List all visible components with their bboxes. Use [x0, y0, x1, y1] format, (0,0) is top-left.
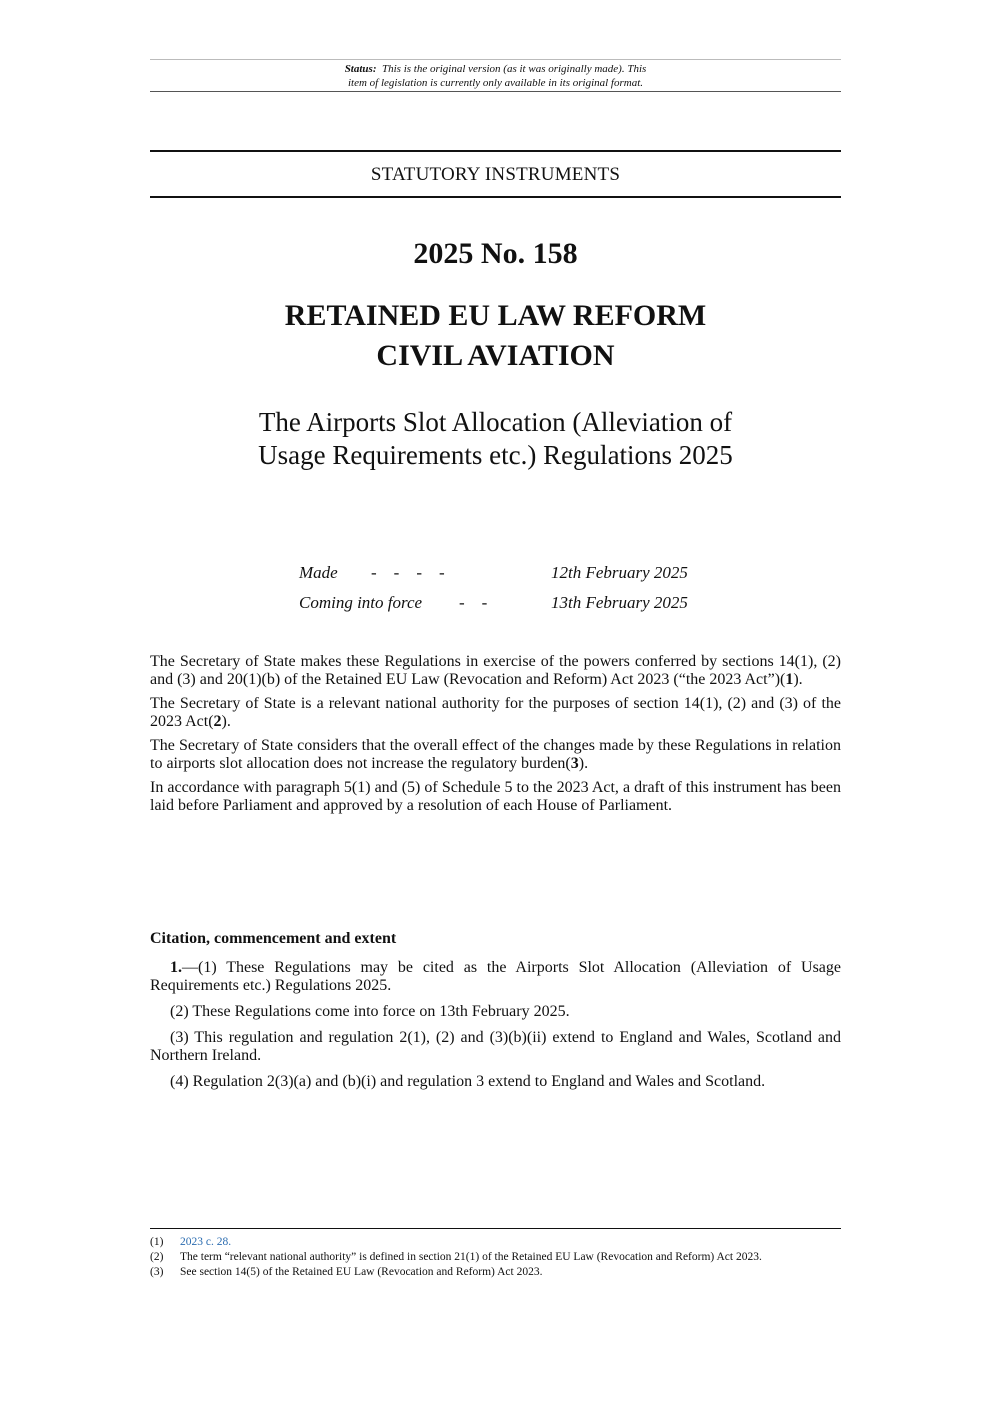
regulation-1-para-2: (2) These Regulations come into force on 13th February 2025.	[170, 1003, 570, 1020]
title-line-2: Usage Requirements etc.) Regulations 2025	[258, 440, 733, 470]
regulation-1	[150, 959, 841, 1099]
footnote-ref-2[interactable]: 2	[213, 713, 222, 730]
regulation-1-para-3: (3) This regulation and regulation 2(1), (2) and (3)(b)(ii) extend to England and Wales, Scotland and Northern Ireland.	[150, 1029, 841, 1064]
footnote-text: The term “relevant national authority” is defined in section 21(1) of the Retained EU Law (Revocation and Reform) Act 2023.	[180, 1251, 762, 1263]
footnote-ref-1[interactable]: 1	[785, 671, 794, 688]
made-label: Made	[299, 563, 338, 582]
instrument-number: 2025 No. 158	[413, 237, 578, 270]
status-line-1	[150, 62, 841, 76]
preamble-text-3: The Secretary of State considers that the overall effect of the changes made by these Regulations in relation to airports slot allocation does not increase the regulatory burden(	[150, 737, 841, 772]
preamble-paragraph-1	[150, 653, 841, 689]
preamble-end-2: ).	[221, 713, 231, 730]
preamble	[150, 653, 841, 821]
preamble-text-2: The Secretary of State is a relevant national authority for the purposes of section 14(1), (2) and (3) of the 2023 Act(	[150, 695, 841, 730]
preamble-end-1: ).	[793, 671, 803, 688]
subject-line-1: RETAINED EU LAW REFORM	[284, 299, 707, 332]
subject-heading	[150, 296, 841, 376]
footnote-link-2023-c28[interactable]: 2023 c. 28.	[180, 1236, 232, 1248]
footnote-2	[150, 1250, 850, 1265]
instrument-title	[150, 406, 841, 472]
status-label: Status:	[344, 63, 377, 75]
preamble-paragraph-4: In accordance with paragraph 5(1) and (5) of Schedule 5 to the 2023 Act, a draft of this instrument has been laid before Parliament and approved by a resolution of each House of Parliament.	[150, 779, 841, 814]
footnote-mark: (2)	[150, 1251, 164, 1263]
status-text-1: This is the original version (as it was originally made). This	[381, 63, 647, 75]
regulation-number: 1.	[170, 959, 182, 976]
series-title: STATUTORY INSTRUMENTS	[150, 150, 841, 198]
section-heading: Citation, commencement and extent	[150, 930, 397, 947]
footnote-text: See section 14(5) of the Retained EU Law (Revocation and Reform) Act 2023.	[180, 1266, 543, 1278]
regulation-1-text-1: —(1) These Regulations may be cited as the Airports Slot Allocation (Alleviation of Usage Requirements etc.) Regulations 2025.	[150, 959, 841, 994]
footnotes	[150, 1235, 850, 1280]
made-row	[299, 561, 719, 591]
preamble-paragraph-3	[150, 737, 841, 773]
footnote-mark: (1)	[150, 1236, 164, 1248]
preamble-text-1: The Secretary of State makes these Regulations in exercise of the powers conferred by sections 14(1), (2) and (3) and 20(1)(b) of the Retained EU Law (Revocation and Reform) Act 2023 (“the 2023 Act”)(	[150, 653, 841, 688]
regulation-1-para-1	[150, 959, 841, 995]
coming-into-force-row	[299, 591, 719, 621]
force-dashes: - -	[459, 593, 488, 612]
footnote-divider	[150, 1228, 841, 1229]
made-date: 12th February 2025	[551, 563, 688, 582]
status-banner	[150, 59, 841, 92]
footnote-mark: (3)	[150, 1266, 164, 1278]
preamble-paragraph-2	[150, 695, 841, 731]
subject-line-2: CIVIL AVIATION	[376, 339, 615, 372]
footnote-3	[150, 1265, 850, 1280]
regulation-1-para-4: (4) Regulation 2(3)(a) and (b)(i) and regulation 3 extend to England and Wales and Scotland.	[170, 1073, 766, 1090]
status-text-2: item of legislation is currently only available in its original format.	[347, 77, 644, 89]
force-date: 13th February 2025	[551, 593, 688, 612]
dates-table	[299, 561, 719, 621]
footnote-1	[150, 1235, 850, 1250]
force-label: Coming into force	[299, 593, 423, 612]
title-line-1: The Airports Slot Allocation (Alleviation of	[258, 407, 733, 437]
footnote-ref-3[interactable]: 3	[570, 755, 579, 772]
made-dashes: - - - -	[371, 563, 445, 582]
preamble-end-3: ).	[578, 755, 589, 772]
